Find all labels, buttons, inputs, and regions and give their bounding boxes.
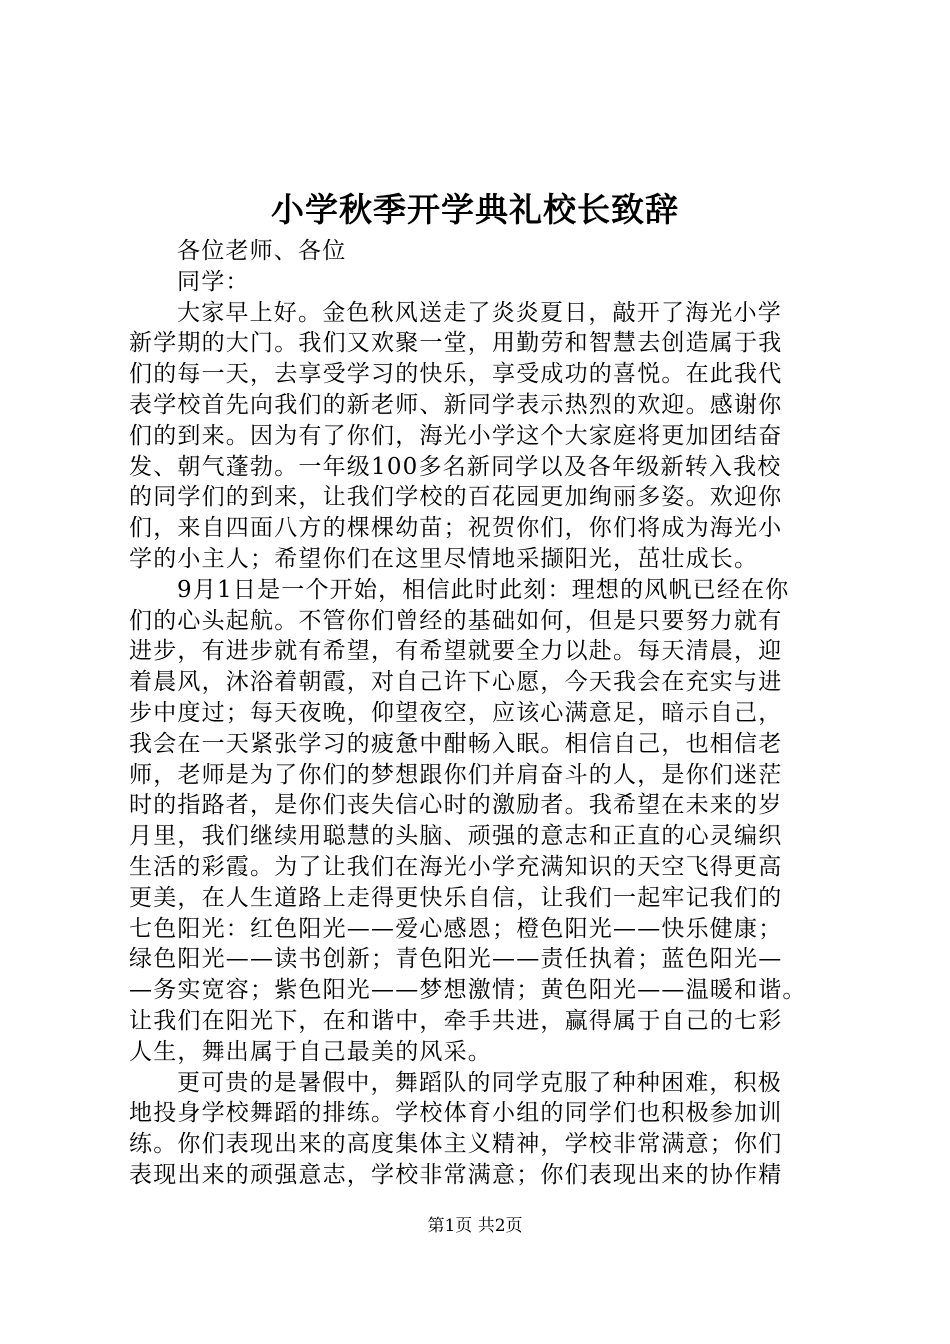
paragraph-1-line-1: 大家早上好。金色秋风送走了炎炎夏日，敲开了海光小学 bbox=[177, 299, 782, 326]
paragraph-2-line-5: 步中度过；每天夜晚，仰望夜空，应该心满意足，暗示自己， bbox=[129, 699, 783, 726]
paragraph-2-line-3: 进步，有进步就有希望，有希望就要全力以赴。每天清晨，迎 bbox=[129, 638, 783, 665]
paragraph-2-line-9: 月里，我们继续用聪慧的头脑、顽强的意志和正直的心灵编织 bbox=[129, 823, 783, 850]
paragraph-2-line-8: 时的指路者，是你们丧失信心时的激励者。我希望在未来的岁 bbox=[129, 792, 783, 819]
paragraph-2-line-1: 9月1日是一个开始，相信此时此刻：理想的风帆已经在你 bbox=[177, 576, 790, 603]
paragraph-2-line-15: 让我们在阳光下，在和谐中，牵手共进，赢得属于自己的七彩 bbox=[129, 1007, 783, 1034]
document-body bbox=[129, 236, 829, 1191]
paragraph-2-line-10: 生活的彩霞。为了让我们在海光小学充满知识的天空飞得更高 bbox=[129, 853, 783, 880]
paragraph-1-line-7: 的同学们的到来，让我们学校的百花园更加绚丽多姿。欢迎你 bbox=[129, 484, 783, 511]
paragraph-1-line-6: 发、朝气蓬勃。一年级100多名新同学以及各年级新转入我校 bbox=[129, 453, 782, 480]
paragraph-3-line-2: 地投身学校舞蹈的排练。学校体育小组的同学们也积极参加训 bbox=[129, 1100, 783, 1127]
paragraph-2-line-4: 着晨风，沐浴着朝霞，对自己许下心愿，今天我会在充实与进 bbox=[129, 669, 783, 696]
paragraph-2-line-14: —务实宽容；紫色阳光——梦想激情；黄色阳光——温暖和谐。 bbox=[129, 977, 807, 1004]
paragraph-1-line-2: 新学期的大门。我们又欢聚一堂，用勤劳和智慧去创造属于我 bbox=[129, 330, 783, 357]
paragraph-1-line-8: 们，来自四面八方的棵棵幼苗；祝贺你们，你们将成为海光小 bbox=[129, 515, 783, 542]
paragraph-1-line-9: 学的小主人；希望你们在这里尽情地采撷阳光，茁壮成长。 bbox=[129, 545, 759, 572]
paragraph-2-line-11: 更美，在人生道路上走得更快乐自信，让我们一起牢记我们的 bbox=[129, 884, 783, 911]
salutation-line-1: 各位老师、各位 bbox=[177, 238, 347, 264]
paragraph-1-line-4: 表学校首先向我们的新老师、新同学表示热烈的欢迎。感谢你 bbox=[129, 391, 783, 418]
document-title: 小学秋季开学典礼校长致辞 bbox=[271, 190, 679, 229]
salutation-line-2: 同学： bbox=[177, 268, 250, 295]
paragraph-3-line-3: 练。你们表现出来的高度集体主义精神，学校非常满意；你们 bbox=[129, 1131, 783, 1158]
paragraph-2-line-13: 绿色阳光——读书创新；青色阳光——责任执着；蓝色阳光— bbox=[129, 946, 783, 973]
paragraph-3-line-4: 表现出来的顽强意志，学校非常满意；你们表现出来的协作精 bbox=[129, 1161, 783, 1188]
paragraph-2-line-6: 我会在一天紧张学习的疲惫中酣畅入眠。相信自己，也相信老 bbox=[129, 730, 783, 757]
paragraph-2-line-2: 们的心头起航。不管你们曾经的基础如何，但是只要努力就有 bbox=[129, 607, 783, 634]
paragraph-2-line-16: 人生，舞出属于自己最美的风采。 bbox=[129, 1038, 492, 1065]
paragraph-2-line-7: 师，老师是为了你们的梦想跟你们并肩奋斗的人，是你们迷茫 bbox=[129, 761, 783, 788]
page-footer: 第1页 共2页 bbox=[427, 1216, 523, 1236]
paragraph-2-line-12: 七色阳光：红色阳光——爱心感恩；橙色阳光——快乐健康； bbox=[129, 915, 783, 942]
paragraph-1-line-5: 们的到来。因为有了你们，海光小学这个大家庭将更加团结奋 bbox=[129, 422, 783, 449]
paragraph-1-line-3: 们的每一天，去享受学习的快乐，享受成功的喜悦。在此我代 bbox=[129, 361, 783, 388]
paragraph-3-line-1: 更可贵的是暑假中，舞蹈队的同学克服了种种困难，积极 bbox=[177, 1069, 782, 1096]
